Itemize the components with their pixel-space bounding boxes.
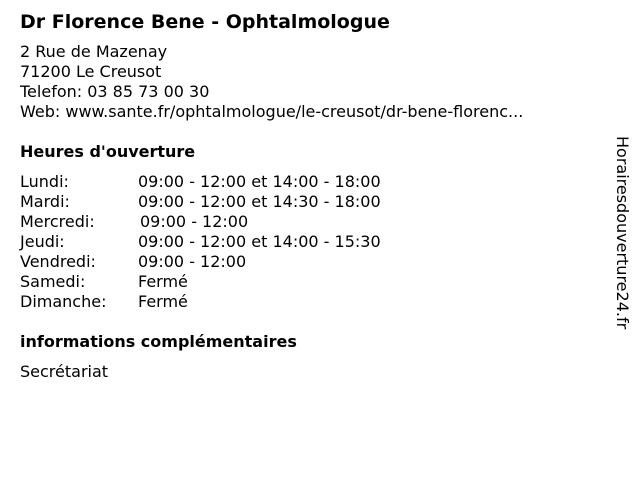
additional-info-heading: informations complémentaires <box>20 332 297 351</box>
business-card <box>20 8 600 382</box>
address-city: 71200 Le Creusot <box>20 62 162 81</box>
day-label: Lundi: <box>20 172 69 191</box>
address-street: 2 Rue de Mazenay <box>20 42 168 61</box>
day-hours: 09:00 - 12:00 et 14:30 - 18:00 <box>138 192 381 211</box>
day-hours: 09:00 - 12:00 et 14:00 - 15:30 <box>138 232 381 251</box>
additional-info-text: Secrétariat <box>20 362 109 381</box>
hours-row-sunday <box>20 292 600 312</box>
day-hours: 09:00 - 12:00 <box>138 252 247 271</box>
day-label: Vendredi: <box>20 252 96 271</box>
day-label: Samedi: <box>20 272 86 291</box>
hours-row-friday <box>20 252 600 272</box>
day-hours: 09:00 - 12:00 et 14:00 - 18:00 <box>138 172 381 191</box>
hours-row-thursday <box>20 232 600 252</box>
day-hours: Fermé <box>138 272 188 291</box>
hours-row-saturday <box>20 272 600 292</box>
phone-line: Telefon: 03 85 73 00 30 <box>20 82 210 101</box>
site-watermark: Horairesdouverture24.fr <box>613 136 632 330</box>
day-label: Mardi: <box>20 192 70 211</box>
day-label: Dimanche: <box>20 292 107 311</box>
business-title: Dr Florence Bene - Ophtalmologue <box>20 11 390 33</box>
hours-row-tuesday <box>20 192 600 212</box>
day-label: Mercredi: <box>20 212 95 231</box>
hours-row-wednesday <box>20 212 600 232</box>
day-hours: 09:00 - 12:00 <box>140 212 249 231</box>
opening-hours-heading: Heures d'ouverture <box>20 142 196 161</box>
hours-row-monday <box>20 172 600 192</box>
web-line: Web: www.sante.fr/ophtalmologue/le-creusot/dr-bene-florenc... <box>20 102 524 121</box>
day-hours: Fermé <box>138 292 188 311</box>
day-label: Jeudi: <box>20 232 65 251</box>
